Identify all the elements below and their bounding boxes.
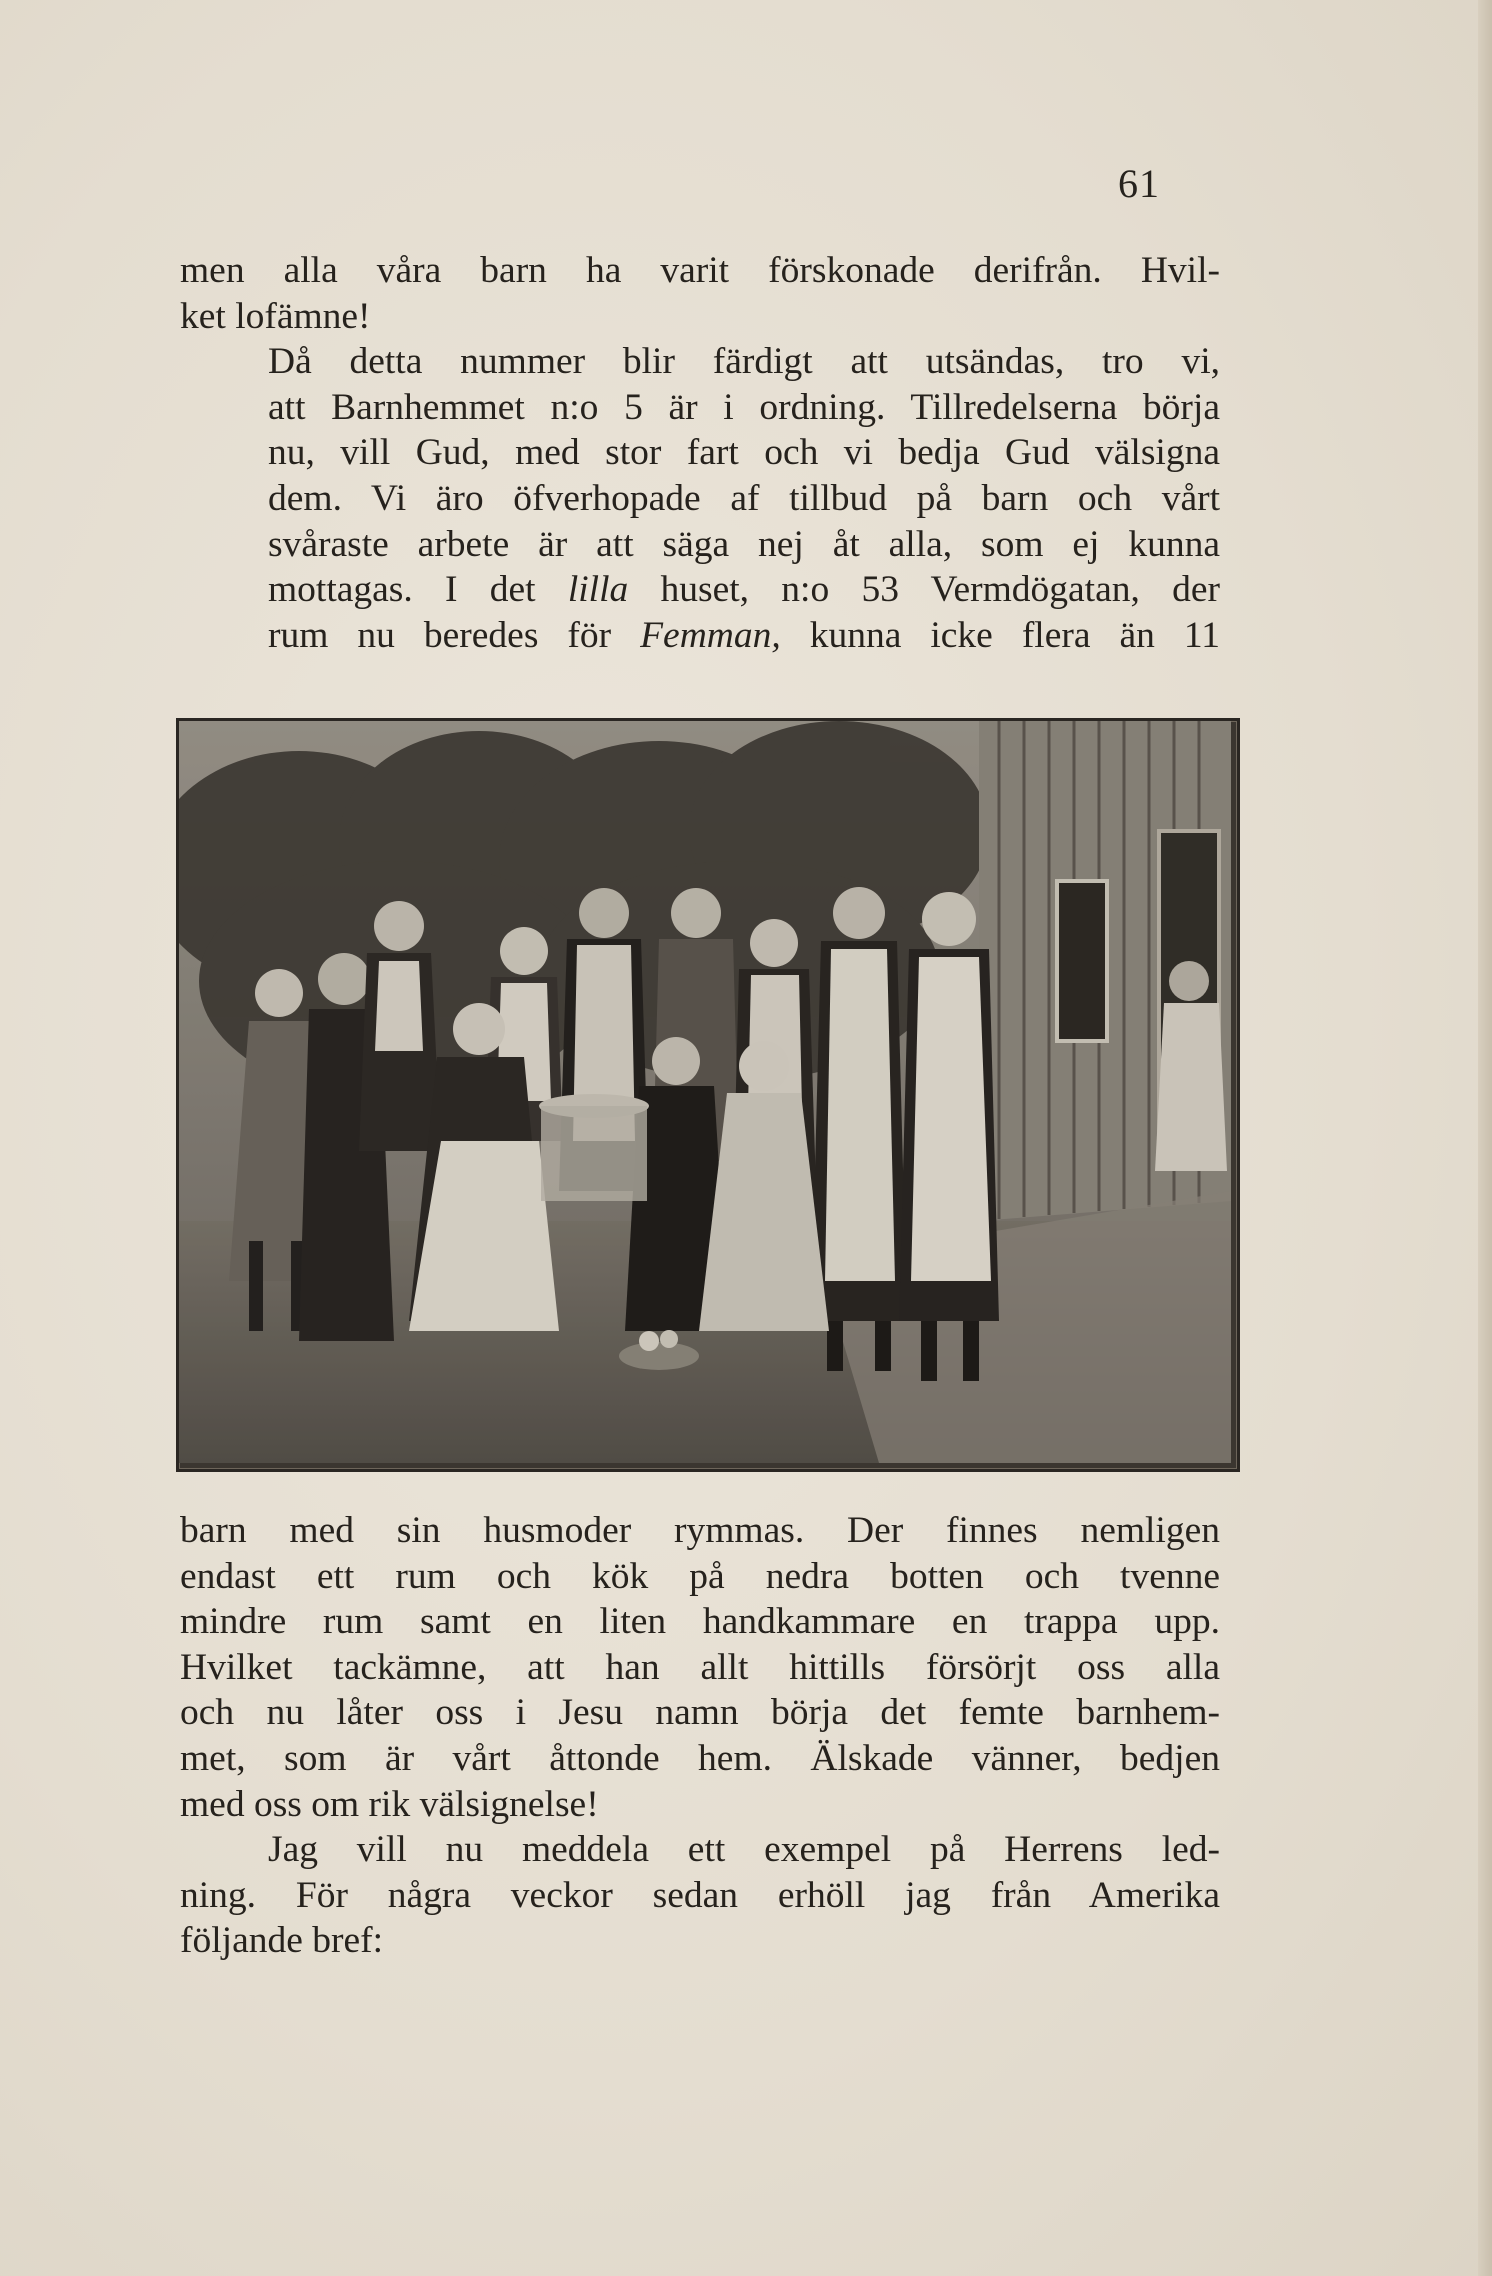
text-line: och nu låter oss i Jesu namn börja det femte barnhem- bbox=[180, 1692, 1220, 1734]
group-photograph bbox=[176, 718, 1240, 1472]
text-line: ning. För några veckor sedan erhöll jag från Amerika bbox=[180, 1874, 1220, 1916]
text-fragment: mottagas. I det bbox=[268, 569, 568, 611]
text-line: med oss om rik välsignelse! bbox=[180, 1783, 599, 1825]
paragraph-rymmas bbox=[180, 1508, 1220, 1827]
text-line: dem. Vi äro öfverhopade af tillbud på barn och vårt bbox=[268, 477, 1220, 519]
paragraph-continuation bbox=[180, 248, 1220, 339]
group-photograph-icon bbox=[179, 721, 1231, 1463]
text-line: svåraste arbete är att säga nej åt alla, som ej kunna bbox=[268, 523, 1220, 565]
text-line bbox=[180, 613, 1220, 659]
italic-word: Femman, bbox=[640, 614, 781, 656]
text-line: men alla våra barn ha varit förskonade derifrån. Hvil- bbox=[180, 250, 1220, 291]
text-line: met, som är vårt åttonde hem. Älskade vänner, bedjen bbox=[180, 1737, 1220, 1779]
text-fragment: huset, n:o 53 Vermdögatan, der bbox=[628, 569, 1220, 611]
paragraph-barnhemmet bbox=[180, 339, 1220, 658]
page-edge bbox=[1478, 0, 1492, 2276]
text-line: följande bref: bbox=[180, 1920, 384, 1962]
text-fragment: rum nu beredes för bbox=[268, 614, 641, 656]
text-line: endast ett rum och kök på nedra botten och tvenne bbox=[180, 1555, 1220, 1597]
text-line: att Barnhemmet n:o 5 är i ordning. Tillredelserna börja bbox=[268, 386, 1220, 428]
text-line: Då detta nummer blir färdigt att utsändas, tro vi, bbox=[268, 341, 1220, 383]
text-block-top bbox=[180, 248, 1220, 658]
text-line: barn med sin husmoder rymmas. Der finnes nemligen bbox=[180, 1510, 1220, 1551]
text-line bbox=[180, 567, 1220, 613]
text-line: ket lofämne! bbox=[180, 295, 371, 337]
page-number: 61 bbox=[1118, 161, 1160, 206]
text-line: nu, vill Gud, med stor fart och vi bedja Gud välsigna bbox=[268, 432, 1220, 474]
text-line: Jag vill nu meddela ett exempel på Herrens led- bbox=[268, 1829, 1220, 1871]
text-line: mindre rum samt en liten handkammare en trappa upp. bbox=[180, 1601, 1220, 1643]
text-block-bottom bbox=[180, 1508, 1220, 1964]
paragraph-exempel bbox=[180, 1827, 1220, 1964]
italic-word: lilla bbox=[567, 569, 629, 611]
text-line: Hvilket tackämne, att han allt hittills försörjt oss alla bbox=[180, 1646, 1220, 1688]
text-fragment: kunna icke flera än 11 bbox=[780, 614, 1220, 656]
